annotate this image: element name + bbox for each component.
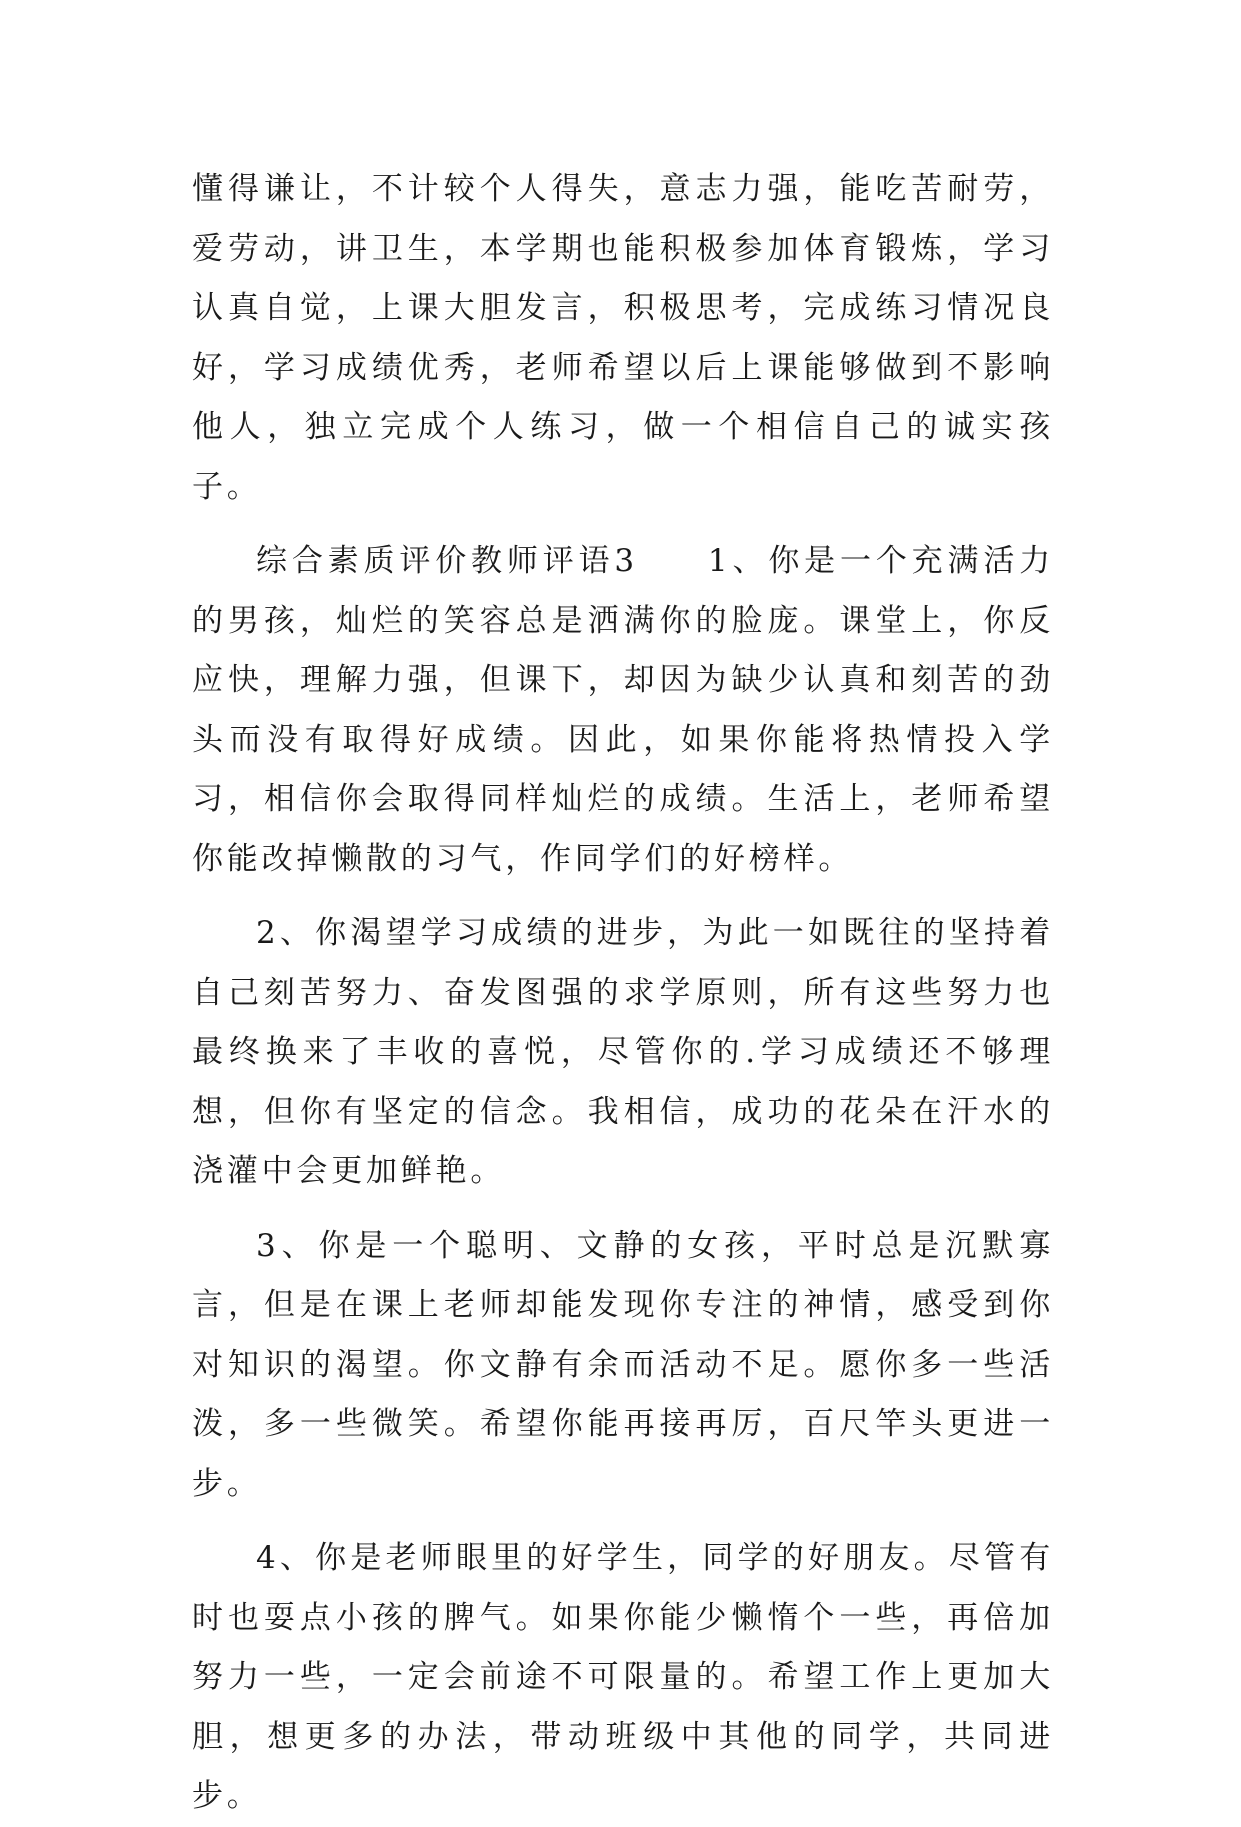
paragraph-comment-4: 4、你是老师眼里的好学生，同学的好朋友。尽管有时也耍点小孩的脾气。如果你能少懒惰个一些，再倍加努力一些，一定会前途不可限量的。希望工作上更加大胆，想更多的办法，带动班级中其他的同学，共同进步。 bbox=[192, 1540, 1054, 1814]
paragraph-section-3 bbox=[192, 532, 1054, 889]
paragraph-comment-3: 3、你是一个聪明、文静的女孩，平时总是沉默寡言，但是在课上老师却能发现你专注的神情，感受到你对知识的渴望。你文静有余而活动不足。愿你多一些活泼，多一些微笑。希望你能再接再厉，百尺竿头更进一步。 bbox=[192, 1227, 1054, 1502]
document-page bbox=[192, 160, 1054, 1814]
paragraph-comment-2: 2、你渴望学习成绩的进步，为此一如既往的坚持着自己刻苦努力、奋发图强的求学原则，所有这些努力也最终换来了丰收的喜悦，尽管你的.学习成绩还不够理想，但你有坚定的信念。我相信，成功的花朵在汗水的浇灌中会更加鲜艳。 bbox=[192, 915, 1054, 1189]
paragraph-continuation: 懂得谦让，不计较个人得失，意志力强，能吃苦耐劳，爱劳动，讲卫生，本学期也能积极参加体育锻炼，学习认真自觉，上课大胆发言，积极思考，完成练习情况良好，学习成绩优秀，老师希望以后上课能够做到不影响他人，独立完成个人练习，做一个相信自己的诚实孩子。 bbox=[192, 171, 1054, 505]
comment-1-text: 1、你是一个充满活力的男孩，灿烂的笑容总是洒满你的脸庞。课堂上，你反应快，理解力强，但课下，却因为缺少认真和刻苦的劲头而没有取得好成绩。因此，如果你能将热情投入学习，相信你会取得同样灿烂的成绩。生活上，老师希望你能改掉懒散的习气，作同学们的好榜样。 bbox=[192, 543, 1054, 877]
section-title: 综合素质评价教师评语3 bbox=[256, 543, 638, 579]
